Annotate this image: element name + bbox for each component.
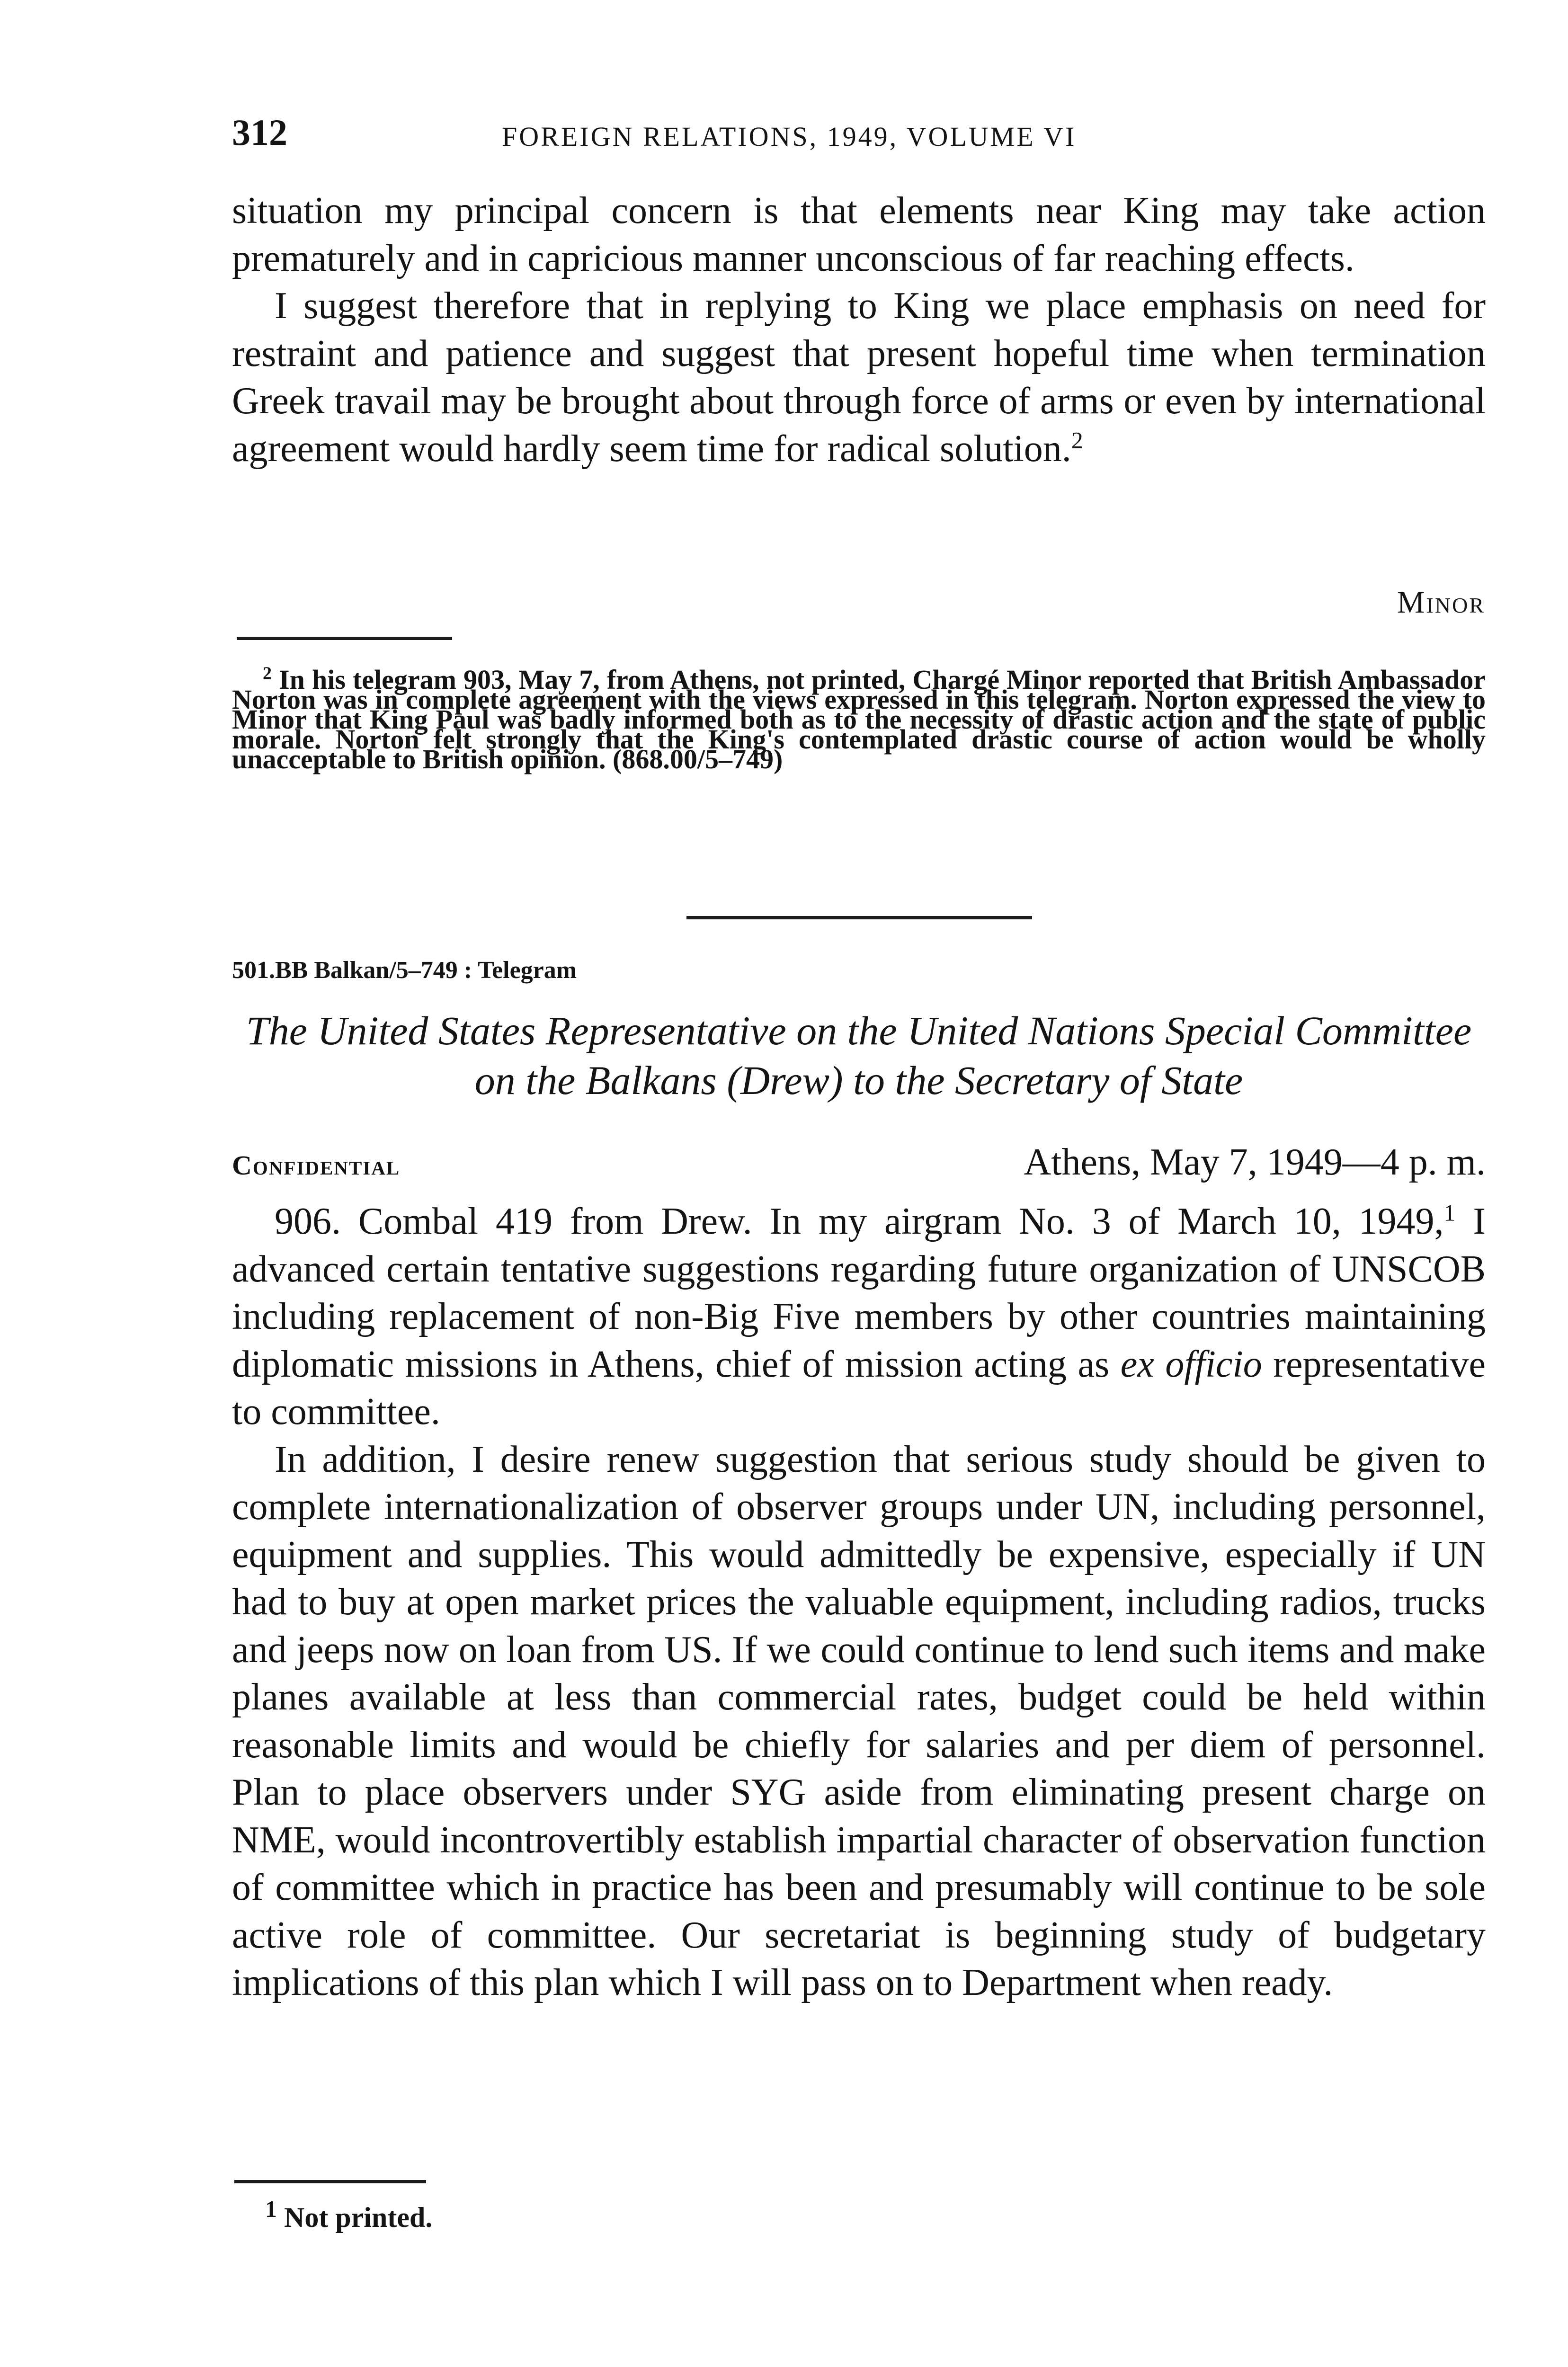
classification-line (232, 1141, 1486, 1188)
footnote-rule (237, 637, 452, 640)
telegram-paragraph-1-start: 906. Combal 419 from Drew. In my airgram No. 3 of March 10, 1949, (275, 1201, 1444, 1242)
footnote-1-text: Not printed. (284, 2202, 433, 2233)
signature: Minor (1397, 585, 1485, 620)
telegram-paragraph-1 (232, 1198, 1486, 1436)
file-code: 501.BB Balkan/5–749 : Telegram (232, 957, 577, 984)
suggestion-text: I suggest therefore that in replying to King we place emphasis on need for restraint and patience and suggest that present hopeful time when termination Greek travail may be brought about through force of arms or even by international agreement would hardly seem time for radical solution. (232, 285, 1486, 470)
footnote-rule-bottom (234, 2180, 426, 2183)
footnote-1-marker: 1 (265, 2196, 277, 2222)
continuation-paragraph: situation my principal concern is that elements near King may take action prematurely and in capricious manner unconscious of far reaching effects. (232, 190, 1486, 279)
page-header (232, 111, 1491, 159)
footnote-2-marker: 2 (263, 663, 272, 684)
footnote-ref-1: 1 (1443, 1199, 1456, 1226)
telegram-body (232, 1198, 1486, 2007)
footnote-ref-2: 2 (1071, 426, 1083, 453)
document-title: The United States Representative on the United Nations Special Committee on the Balkans (Drew) to the Secretary of State (246, 1008, 1472, 1103)
classification: Confidential (232, 1150, 401, 1181)
dateline: Athens, May 7, 1949—4 p. m. (1024, 1141, 1486, 1183)
continuation-text (232, 187, 1486, 472)
telegram-paragraph-1-end: representative to committee. (232, 1343, 1486, 1433)
telegram-paragraph-2: In addition, I desire renew suggestion that serious study should be given to complete internationalization of observer groups under UN, including personnel, equipment and supplies. This would admittedly be expensive, especially if UN had to buy at open market prices the valuable equipment, including radios, trucks and jeeps now on loan from US. If we could continue to lend such items and make planes available at less than commercial rates, budget could be held within reasonable limits and would be chiefly for salaries and per diem of personnel. Plan to place observers under SYG aside from eliminating present charge on NME, would incontrovertibly establish impartial character of observation function of committee which in practice has been and presumably will continue to be sole active role of committee. Our secretariat is beginning study of budgetary implications of this plan which I will pass on to Department when ready. (232, 1438, 1486, 2003)
telegram-paragraph-1-middle: I advanced certain tentative suggestions regarding future organization of UNSCOB including replacement of non-Big Five members by other countries maintaining diplomatic missions in Athens, chief of mission acting as (232, 1201, 1486, 1385)
telegram-paragraph-1-italic: ex officio (1120, 1343, 1262, 1385)
footnote-2-text: In his telegram 903, May 7, from Athens, not printed, Chargé Minor reported that British Ambassador Norton was in complete agreement with the views expressed in this telegram. Norton expressed the view to Minor that King Paul was badly informed both as to the necessity of drastic action and the state of public morale. Norton felt strongly that the King's contemplated drastic course of action would be wholly unacceptable to British opinion. (868.00/5–749) (232, 664, 1486, 774)
page-number: 312 (232, 112, 287, 153)
running-head: FOREIGN RELATIONS, 1949, VOLUME VI (502, 121, 1077, 152)
footnote-1 (265, 2196, 433, 2234)
suggestion-paragraph (232, 282, 1486, 472)
section-divider (686, 916, 1032, 919)
footnote-2 (232, 663, 1486, 774)
